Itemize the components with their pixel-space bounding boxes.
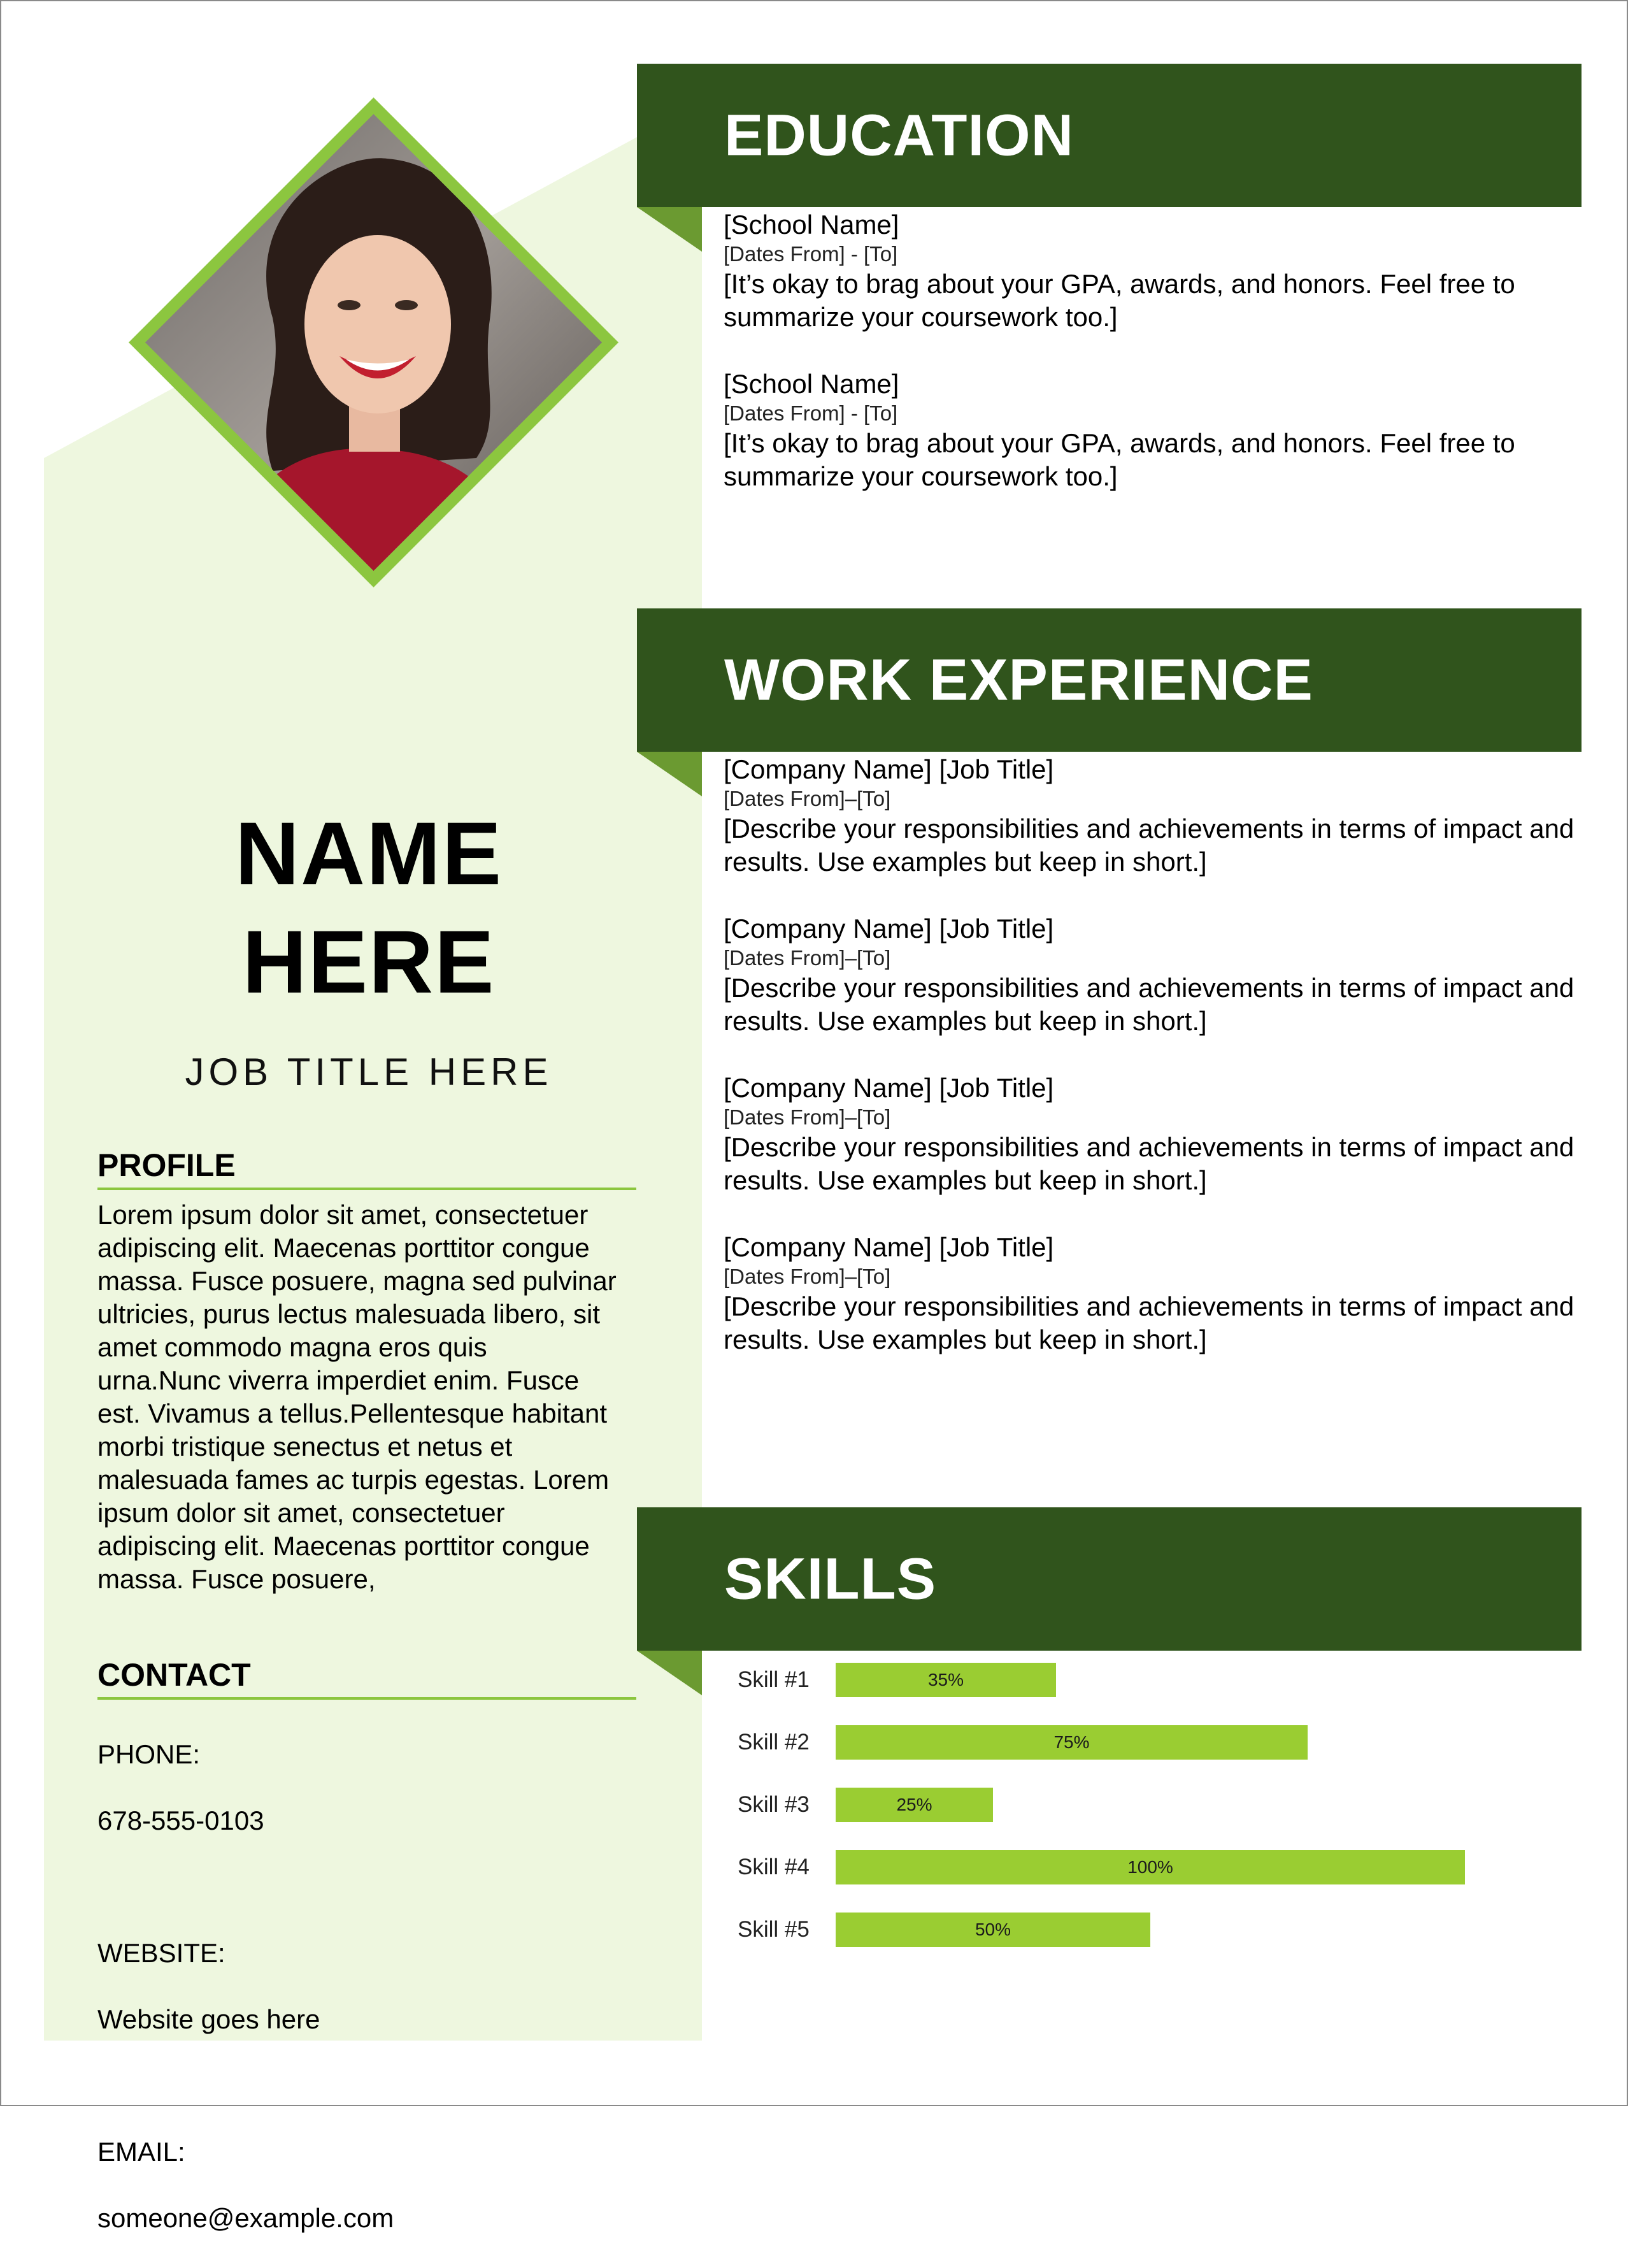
work-description: [Describe your responsibilities and achievements in terms of impact and results. Use examples but keep in short.] xyxy=(724,1132,1574,1195)
work-entry xyxy=(724,1072,1580,1197)
work-description: [Describe your responsibilities and achievements in terms of impact and results. Use examples but keep in short.] xyxy=(724,814,1574,877)
education-header-band xyxy=(637,64,1582,207)
skill-percent: 25% xyxy=(896,1795,932,1814)
skill-bar xyxy=(836,1788,993,1822)
website-value: Website goes here xyxy=(97,2004,320,2034)
phone-label: PHONE: xyxy=(97,1739,201,1769)
work-dates: [Dates From]–[To] xyxy=(724,946,891,970)
company-job-title: [Company Name] [Job Title] xyxy=(724,1232,1054,1262)
skill-bar xyxy=(836,1725,1308,1760)
work-dates: [Dates From]–[To] xyxy=(724,1265,891,1288)
work-dates: [Dates From]–[To] xyxy=(724,787,891,810)
school-dates: [Dates From] - [To] xyxy=(724,401,898,425)
company-job-title: [Company Name] [Job Title] xyxy=(724,754,1054,784)
school-name: [School Name] xyxy=(724,210,899,240)
company-job-title: [Company Name] [Job Title] xyxy=(724,1073,1054,1103)
work-entry xyxy=(724,754,1580,879)
skill-label: Skill #4 xyxy=(738,1855,810,1879)
email-label: EMAIL: xyxy=(97,2137,185,2167)
school-description: [It’s okay to brag about your GPA, awards, and honors. Feel free to summarize your coursework too.] xyxy=(724,428,1515,491)
job-title: JOB TITLE HERE xyxy=(185,1051,553,1093)
skill-bar xyxy=(836,1850,1465,1884)
work-heading: WORK EXPERIENCE xyxy=(724,647,1313,712)
profile-text: Lorem ipsum dolor sit amet, consectetuer adipiscing elit. Maecenas porttitor congue massa. Fusce posuere, magna sed pulvinar ultricies, purus lectus malesuada libero, sit amet commodo magna eros quis urna.Nunc viverra imperdiet enim. Fusce est. Vivamus a tellus.Pellentesque habitant morbi tristique senectus et netus et malesuada fames ac turpis egestas. Lorem ipsum dolor sit amet, consectetuer adipiscing elit. Maecenas porttitor congue massa. Fusce posuere, xyxy=(97,1200,617,1594)
education-entry xyxy=(724,209,1580,334)
profile-heading: PROFILE xyxy=(97,1147,636,1190)
work-dates: [Dates From]–[To] xyxy=(724,1105,891,1129)
skill-label: Skill #2 xyxy=(738,1730,810,1755)
work-entry xyxy=(724,913,1580,1038)
school-description: [It’s okay to brag about your GPA, awards, and honors. Feel free to summarize your coursework too.] xyxy=(724,269,1515,332)
name-line-1: NAME xyxy=(234,803,503,903)
company-job-title: [Company Name] [Job Title] xyxy=(724,914,1054,944)
skill-percent: 50% xyxy=(975,1920,1011,1939)
skill-bar xyxy=(836,1663,1056,1697)
candidate-name xyxy=(44,800,694,1016)
skill-percent: 35% xyxy=(927,1670,964,1690)
skill-bar xyxy=(836,1913,1150,1947)
skill-label: Skill #5 xyxy=(738,1917,810,1942)
contact-block xyxy=(97,1705,645,2268)
school-dates: [Dates From] - [To] xyxy=(724,242,898,266)
work-description: [Describe your responsibilities and achievements in terms of impact and results. Use examples but keep in short.] xyxy=(724,973,1574,1036)
name-line-2: HERE xyxy=(242,912,496,1012)
skill-label: Skill #3 xyxy=(738,1792,810,1817)
skills-header-band xyxy=(637,1507,1582,1651)
school-name: [School Name] xyxy=(724,369,899,399)
skill-percent: 75% xyxy=(1053,1732,1090,1752)
work-header-band xyxy=(637,608,1582,752)
skills-heading: SKILLS xyxy=(724,1546,937,1611)
work-description: [Describe your responsibilities and achievements in terms of impact and results. Use examples but keep in short.] xyxy=(724,1291,1574,1354)
website-label: WEBSITE: xyxy=(97,1938,225,1968)
email-value: someone@example.com xyxy=(97,2203,394,2233)
skill-percent: 100% xyxy=(1127,1857,1173,1877)
contact-heading: CONTACT xyxy=(97,1656,636,1700)
education-entry xyxy=(724,368,1580,493)
phone-value: 678-555-0103 xyxy=(97,1805,264,1835)
skill-label: Skill #1 xyxy=(738,1667,810,1692)
work-entry xyxy=(724,1231,1580,1356)
education-heading: EDUCATION xyxy=(724,103,1075,168)
